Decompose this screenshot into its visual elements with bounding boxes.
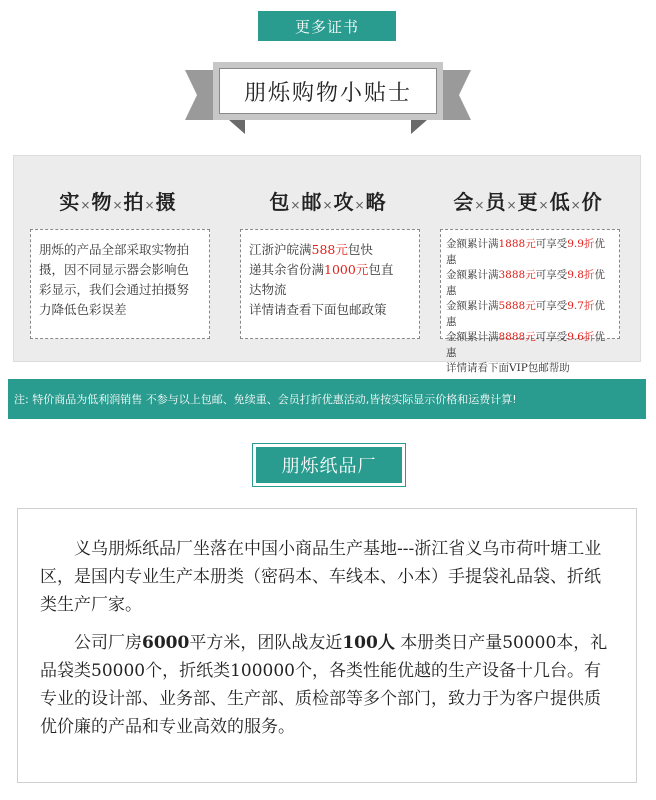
special-price-notice — [8, 379, 646, 419]
column-heading: 会×员×更×低×价 — [453, 190, 603, 214]
column-heading: 包×邮×攻×略 — [269, 190, 387, 214]
shipping-line: 详情请查看下面包邮政策 — [249, 302, 387, 317]
shipping-line: 江浙沪皖满588元包快 — [249, 242, 373, 257]
factory-area-value: 6000 — [142, 633, 190, 653]
discount-line: 金额累计满8888元可享受9.6折优惠 — [446, 331, 605, 359]
ribbon-left-fold — [229, 120, 245, 134]
tips-column-member-discount — [430, 156, 626, 374]
shipping-line: 递其余省份满1000元包直 — [249, 262, 394, 277]
factory-intro-box — [17, 508, 637, 783]
vip-help-line: 详情请看下面VIP包邮帮助 — [446, 362, 570, 374]
tips-title-frame — [213, 62, 443, 120]
factory-title-frame — [252, 443, 406, 487]
tips-ribbon — [185, 62, 471, 142]
ribbon-right-fold — [411, 120, 427, 134]
real-photo-note: 朋烁的产品全部采取实物拍摄，因不同显示器会影响色彩显示，我们会通过拍摄努力降低色彩误差 — [30, 229, 210, 339]
column-heading: 实×物×拍×摄 — [59, 190, 177, 214]
tips-column-shipping — [230, 156, 426, 363]
tips-column-real-photos — [20, 156, 216, 363]
notice-text: 注: 特价商品为低利润销售 不参与以上包邮、免续重、会员打折优惠活动,皆按实际显示价格和运费计算! — [14, 393, 517, 406]
discount-line: 金额累计满1888元可享受9.9折优惠 — [446, 238, 605, 266]
tips-title: 朋烁购物小贴士 — [219, 68, 437, 114]
discount-line: 金额累计满3888元可享受9.8折优惠 — [446, 269, 605, 297]
discount-line: 金额累计满5888元可享受9.7折优惠 — [446, 300, 605, 328]
team-size-value: 100人 — [342, 633, 395, 653]
shipping-note — [240, 229, 420, 339]
shipping-line: 达物流 — [249, 282, 287, 297]
factory-capacity-paragraph: 公司厂房6000平方米，团队战友近100人 本册类日产量50000本，礼品袋类50000个，折纸类100000个，各类性能优越的生产设备十几台。有专业的设计部、业务部、生产部、质检部等多个部门，致力于为客户提供质优价廉的产品和专业高效的服务。 — [40, 633, 608, 737]
tips-panel — [13, 155, 641, 374]
factory-title: 朋烁纸品厂 — [256, 447, 402, 483]
more-certificates-label: 更多证书 — [294, 17, 359, 36]
more-certificates-button[interactable] — [258, 11, 396, 41]
member-discount-note — [440, 229, 620, 374]
factory-intro-paragraph: 义乌朋烁纸品厂坐落在中国小商品生产基地---浙江省义乌市荷叶塘工业区，是国内专业生产本册类（密码本、车线本、小本）手提袋礼品袋、折纸类生产厂家。 — [40, 539, 602, 615]
